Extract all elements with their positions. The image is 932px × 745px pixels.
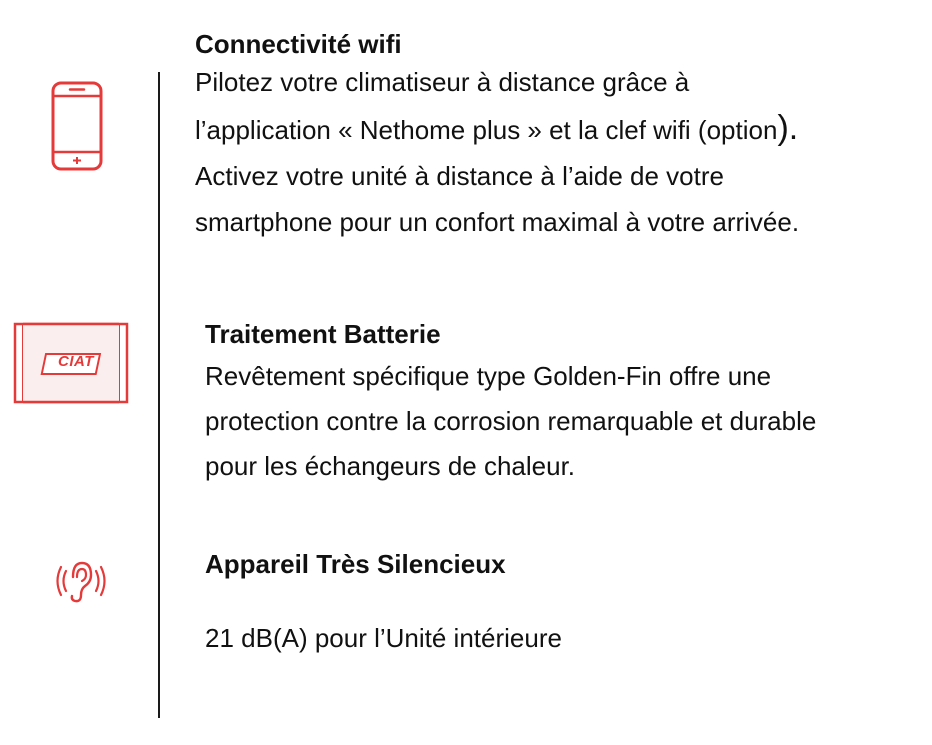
text-line: l’application « Nethome plus » et la clef wifi (option bbox=[195, 115, 778, 145]
text-line: Pilotez votre climatiseur à distance grâce à bbox=[195, 67, 690, 97]
feature-title-wifi: Connectivité wifi bbox=[195, 29, 402, 59]
feature-text-silence bbox=[205, 620, 905, 656]
smartphone-icon bbox=[50, 80, 104, 172]
feature-text-wifi bbox=[195, 59, 915, 245]
text-line: pour les échangeurs de chaleur. bbox=[205, 451, 576, 481]
text-line: protection contre la corrosion remarquable et durable bbox=[205, 406, 817, 436]
text-line: 21 dB(A) pour l’Unité intérieure bbox=[205, 623, 562, 653]
ciat-logo-text: CIAT bbox=[58, 353, 94, 370]
text-line: Revêtement spécifique type Golden-Fin offre une bbox=[205, 361, 772, 391]
feature-text-battery bbox=[205, 354, 925, 489]
text-line-end: ). bbox=[777, 109, 799, 147]
vertical-divider bbox=[158, 72, 160, 718]
ear-sound-icon bbox=[52, 555, 110, 607]
feature-title-battery: Traitement Batterie bbox=[205, 319, 441, 349]
feature-battery bbox=[205, 316, 925, 489]
feature-title-silence: Appareil Très Silencieux bbox=[205, 549, 506, 579]
feature-wifi bbox=[195, 26, 915, 245]
text-line: smartphone pour un confort maximal à votre arrivée. bbox=[195, 207, 800, 237]
feature-silence bbox=[205, 546, 905, 656]
text-line: Activez votre unité à distance à l’aide de votre bbox=[195, 161, 724, 191]
